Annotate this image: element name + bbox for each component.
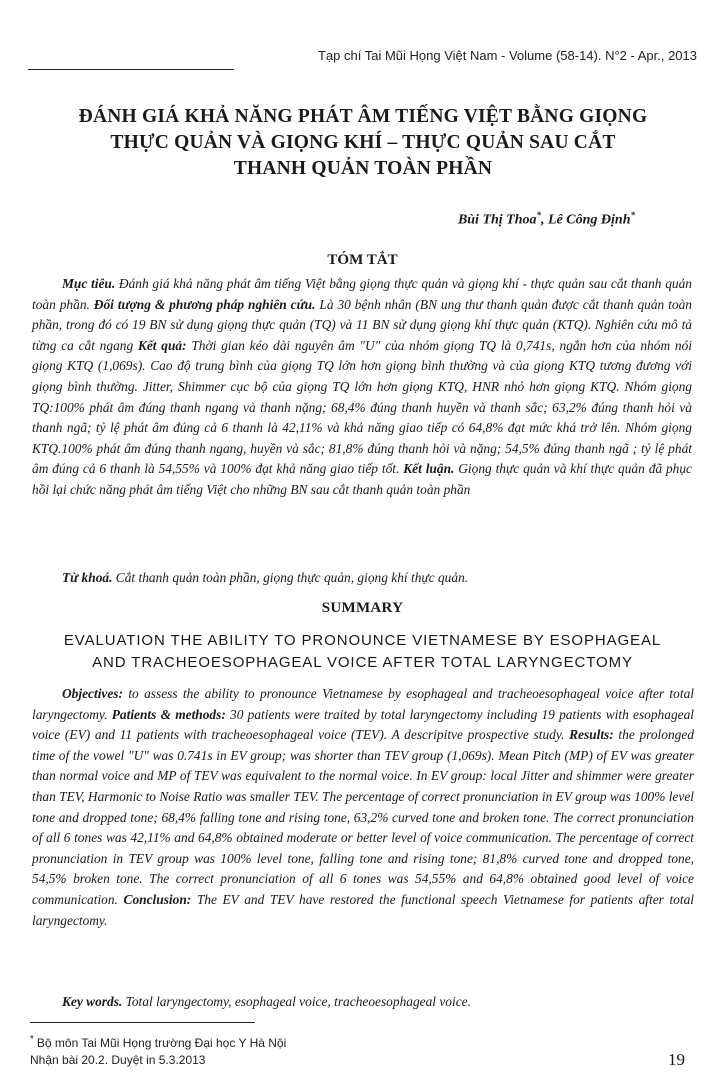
vi-methods-label: Đối tượng & phương pháp nghiên cứu. — [93, 296, 316, 312]
article-title — [20, 104, 706, 182]
page-number: 19 — [668, 1050, 685, 1069]
en-conclusion-text: The EV and TEV have restored the functional speech Vietnamese for patients after total laryngectomy. — [32, 891, 695, 928]
en-objective-label: Objectives: — [62, 686, 123, 701]
author-separator: , — [541, 212, 549, 228]
vi-methods-text: Là 30 bệnh nhân (BN ung thư thanh quản được cắt thanh quản toàn phần, trong đó có 19 BN sử dụng giọng thực quản (TQ) và 11 BN sử dụng giọng khí thực quản (KTQ). Nghiên cứu mô tả từng ca cắt ngang — [32, 296, 692, 353]
vi-conclusion-label: Kết luận. — [403, 461, 455, 477]
en-abstract-body — [32, 684, 694, 931]
author-1-mark: * — [536, 210, 542, 220]
title-line-2: THỰC QUẢN VÀ GIỌNG KHÍ – THỰC QUẢN SAU CẮT — [110, 132, 616, 153]
vi-keywords-text: Cắt thanh quản toàn phần, giọng thực quản, giọng khí thực quản. — [112, 570, 469, 585]
en-results-label: Results: — [569, 727, 614, 743]
title-line-3: THANH QUẢN TOÀN PHẦN — [233, 158, 493, 179]
vi-keywords-label: Từ khoá. — [62, 570, 113, 585]
title-line-1: ĐÁNH GIÁ KHẢ NĂNG PHÁT ÂM TIẾNG VIỆT BẰNG GIỌNG — [78, 106, 648, 127]
author-1: Bùi Thị Thoa — [457, 212, 537, 228]
en-results-text: the prolonged time of the vowel "U" was 0.741s in EV group; was shorter than TEV group (1,069s). Mean Pitch (MP) of EV was greater than normal voice and MP of TEV was equivalent to the normal voice. In EV group: local Jitter and shimmer were greater than TEV, Harmonic to Noise Ratio was smaller TEV. The percentage of correct pronunciation in EV group was 100% level tone and dropped tone; 68,4% falling tone and rising tone, 63,2% curved tone and broken tone. The correct pronunciation of all 6 tones was 42,11% and 64,8% obtained moderate or better level of voice communication. The percentage of correct pronunciation in TEV group was 100% level tone, falling tone and rising tone; 81,8% curved tone and dropped tone, 54,5% broken tone. The correct pronunciation of all 6 tones was 54,55% and 64,8% obtained good level of voice communication. — [32, 727, 695, 907]
vi-conclusion-text: Giọng thực quản và khí thực quản đã phục hồi lại chức năng phát âm tiếng Việt cho những BN sau cắt thanh quản toàn phần — [32, 461, 692, 497]
en-conclusion-label: Conclusion: — [123, 891, 192, 907]
vi-objective-text: Đánh giá khả năng phát âm tiếng Việt bằng giọng thực quản và giọng khí - thực quản sau cắt thanh quản toàn phần. — [32, 276, 692, 312]
vi-objective-label: Mục tiêu. — [62, 276, 116, 291]
footnote-dates: Nhận bài 20.2. Duyệt in 5.3.2013 — [30, 1053, 206, 1067]
vi-keywords — [32, 568, 692, 589]
vi-abstract-heading: TÓM TẮT — [327, 252, 398, 268]
vi-results-label: Kết quả: — [137, 337, 187, 353]
en-methods-label: Patients & methods: — [111, 706, 226, 722]
en-title-line-2: AND TRACHEOESOPHAGEAL VOICE AFTER TOTAL LARYNGECTOMY — [92, 654, 633, 671]
en-keywords-label: Key words. — [62, 994, 123, 1009]
author-list — [458, 210, 635, 229]
en-methods-text: 30 patients were traited by total laryngectomy including 19 patients with esophageal voice (EV) and 11 patients with tracheoesophageal voice (TEV). A descripitve prospective study. — [32, 706, 695, 743]
en-abstract-heading: SUMMARY — [321, 600, 404, 616]
footnote-rule — [30, 1022, 255, 1023]
header-rule — [28, 69, 234, 70]
vi-abstract-body — [32, 274, 692, 501]
en-objective-text: to assess the ability to pronounce Vietnamese by esophageal and tracheoesophageal voice after total laryngectomy. — [32, 686, 694, 722]
footnote-mark: * — [30, 1034, 34, 1045]
en-keywords — [32, 992, 692, 1013]
affiliation-text: Bộ môn Tai Mũi Họng trường Đại học Y Hà Nội — [36, 1036, 287, 1050]
footnote-affiliation — [30, 1034, 286, 1050]
en-article-title — [0, 630, 725, 674]
en-title-line-1: EVALUATION THE ABILITY TO PRONOUNCE VIETNAMESE BY ESOPHAGEAL — [63, 632, 662, 649]
en-keywords-text: Total laryngectomy, esophageal voice, tracheoesophageal voice. — [122, 994, 471, 1009]
author-2-mark: * — [630, 210, 635, 220]
vi-results-text: Thời gian kéo dài nguyên âm "U" của nhóm giọng TQ là 0,741s, ngắn hơn của nhóm nói giọng KTQ (1,069s). Cao độ trung bình của giọng TQ lớn hơn giọng bình thường và của giọng KTQ tương đương với giọng bình thường. Jitter, Shimmer cục bộ của giọng TQ lớn hơn giọng KTQ, HNR nhỏ hơn giọng KTQ. Nhóm giọng TQ:100% phát âm đúng thanh ngang và thanh nặng; 68,4% đúng thanh huyền và thanh sắc; 63,2% đúng thanh hỏi và thanh ngã; tỷ lệ phát âm đúng cả 6 thanh là 42,11% và khả năng giao tiếp có 64,8% đạt mức khá trở lên. Nhóm giọng KTQ.100% phát âm đúng thanh ngang, huyền và sắc; 81,8% đúng thanh hỏi và nặng; 54,5% đúng thanh ngã ; tỷ lệ phát âm đúng cả 6 thanh là 54,55% và 100% đạt khả năng giao tiếp tốt. — [32, 337, 692, 477]
author-2: Lê Công Định — [548, 212, 631, 228]
running-header: Tạp chí Tai Mũi Họng Việt Nam - Volume (58-14). N°2 - Apr., 2013 — [317, 48, 697, 63]
